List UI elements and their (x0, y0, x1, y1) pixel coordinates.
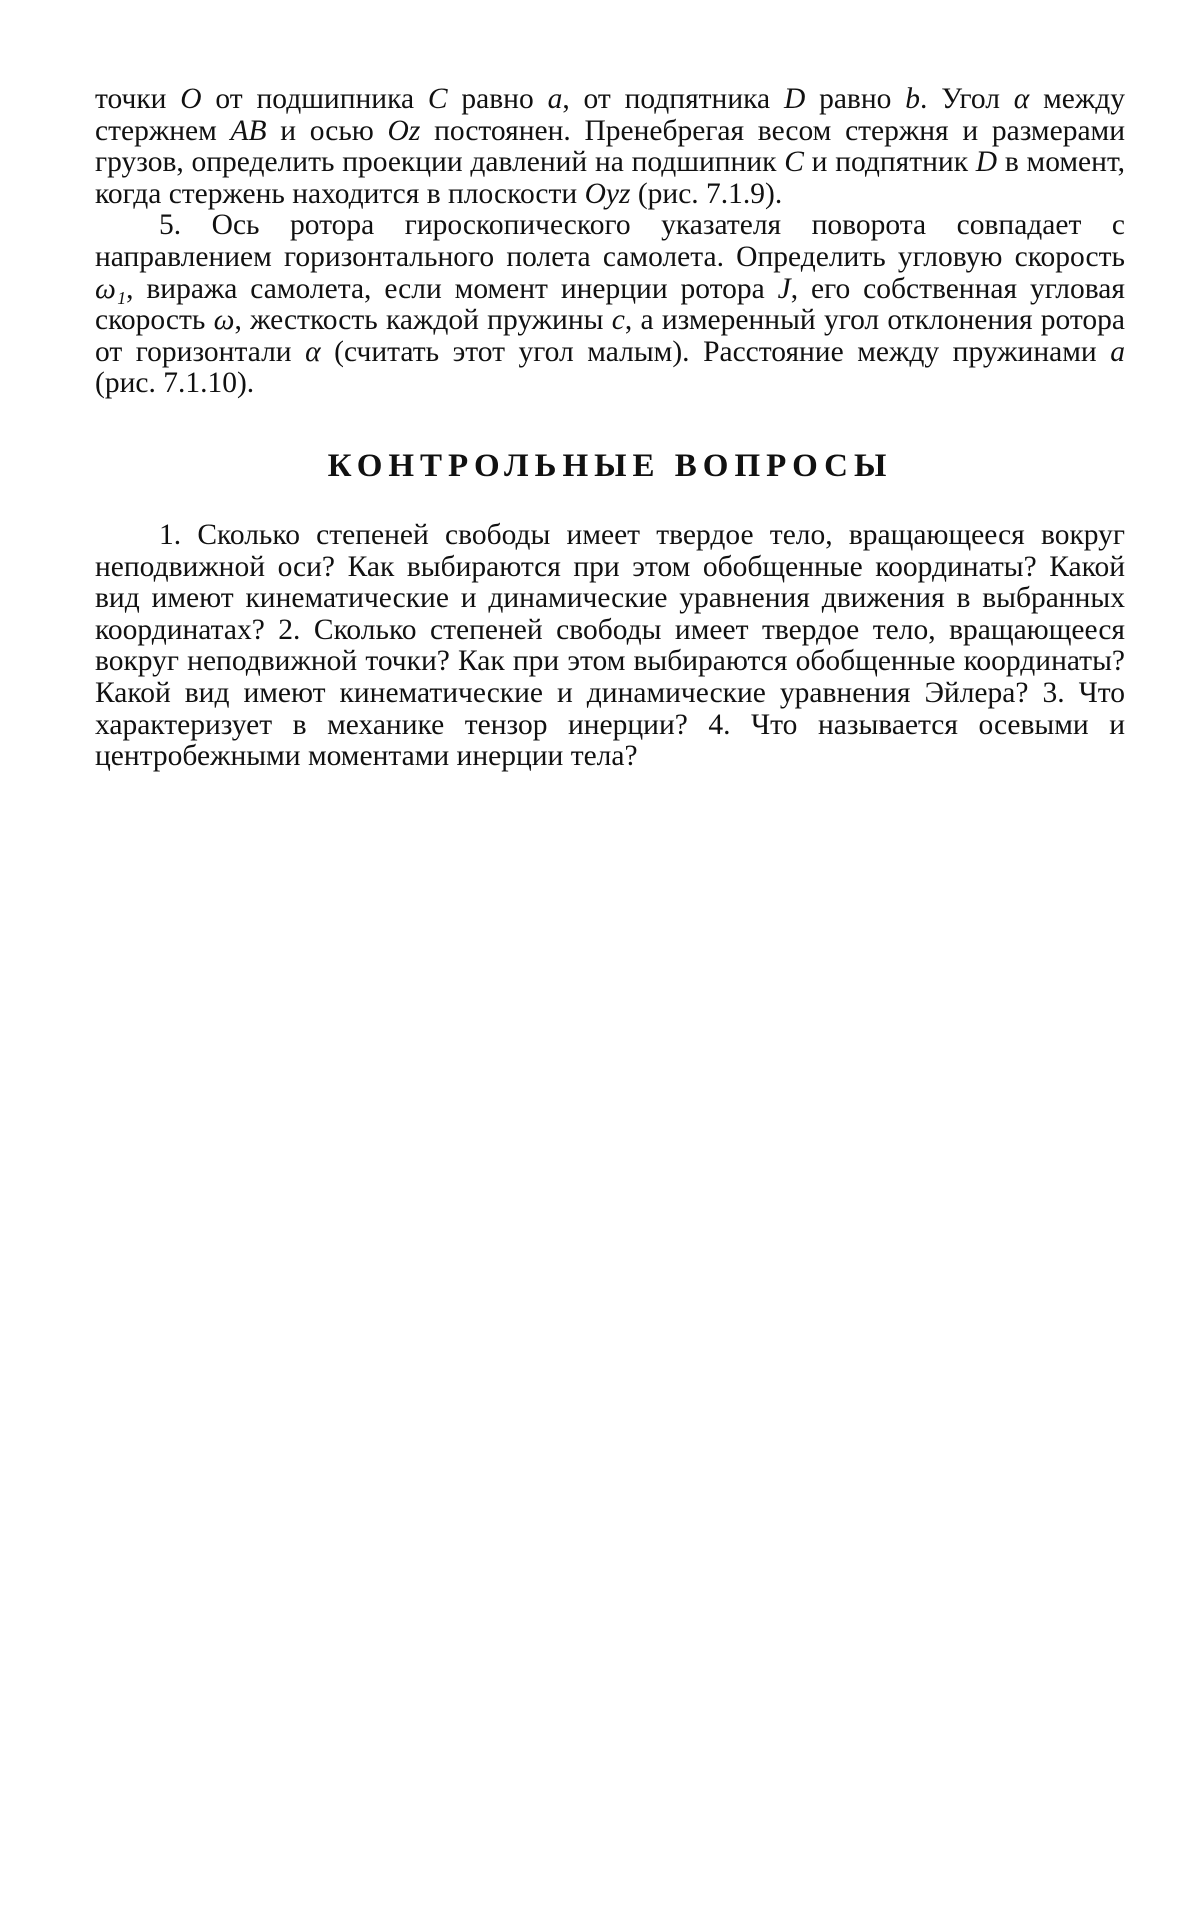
text-run: постоянен. Пренебрегая весом стержня и размерами грузов, определить проекции давлений на подшипник (95, 114, 1125, 179)
variable: O (180, 83, 202, 115)
text-run: в момент, когда стержень находится в плоскости (95, 146, 1125, 210)
text-run: , его собственная угловая скорость (95, 272, 1125, 337)
text-run: (рис. 7.1.9). (630, 177, 783, 210)
variable: C (784, 146, 804, 179)
variable: b (905, 83, 920, 115)
control-questions: 1. Сколько степеней свободы имеет твердое тело, вращающееся вокруг неподвижной оси? Как выбираются при этом обобщенные координаты? Какой вид имеют кинематические и динамические уравнения движения в выбранных координатах? 2. Сколько степеней свободы имеет твердое тело, вращающееся вокруг неподвижной точки? Как при этом выбираются обобщенные координаты? Какой вид имеют кинематические и динамические уравнения Эйлера? 3. Что характеризует в механике тензор инерции? 4. Что называется осевыми и центробежными моментами инерции тела? (95, 518, 1125, 773)
text-run: , жесткость каждой пружины (234, 304, 612, 337)
variable: AB (230, 114, 267, 147)
text-run: . Угол (919, 83, 1014, 115)
page-body (95, 84, 1125, 773)
text-run: между стержнем (95, 83, 1126, 147)
text-run: 5. Ось ротора гироскопического указателя поворота совпадает с направлением горизонтального полета самолета. Определить угловую скорость (95, 209, 1125, 273)
variable: Oyz (584, 177, 631, 210)
variable: α (1013, 83, 1030, 115)
text-run: точки (95, 83, 181, 115)
text-run: (считать этот угол малым). Расстояние между пружинами (320, 335, 1111, 368)
variable: α (305, 335, 321, 368)
text-run: (рис. 7.1.10). (95, 367, 255, 400)
text-run: от подшипника (201, 83, 428, 115)
text-run: , виража самолета, если момент инерции ротора (126, 272, 778, 305)
text-run: , от подпятника (562, 83, 784, 115)
variable: a (547, 83, 563, 115)
variable: D (783, 83, 806, 115)
variable: J (777, 272, 791, 305)
text-run: равно (805, 83, 906, 115)
variable: c (611, 304, 625, 337)
variable: a (1110, 335, 1125, 368)
variable: Oz (387, 114, 421, 147)
variable: ω (213, 304, 235, 337)
continued-paragraph (95, 84, 1125, 210)
variable: ω₁ (95, 272, 127, 305)
text-run: и подпятник (803, 146, 976, 179)
variable: C (427, 83, 448, 115)
problem-5 (95, 210, 1125, 400)
variable: D (975, 146, 998, 179)
text-run: , а измеренный угол отклонения ротора от горизонтали (95, 304, 1126, 368)
text-run: и осью (266, 114, 388, 147)
text-run: равно (447, 83, 548, 115)
section-heading: КОНТРОЛЬНЫЕ ВОПРОСЫ (327, 447, 893, 484)
